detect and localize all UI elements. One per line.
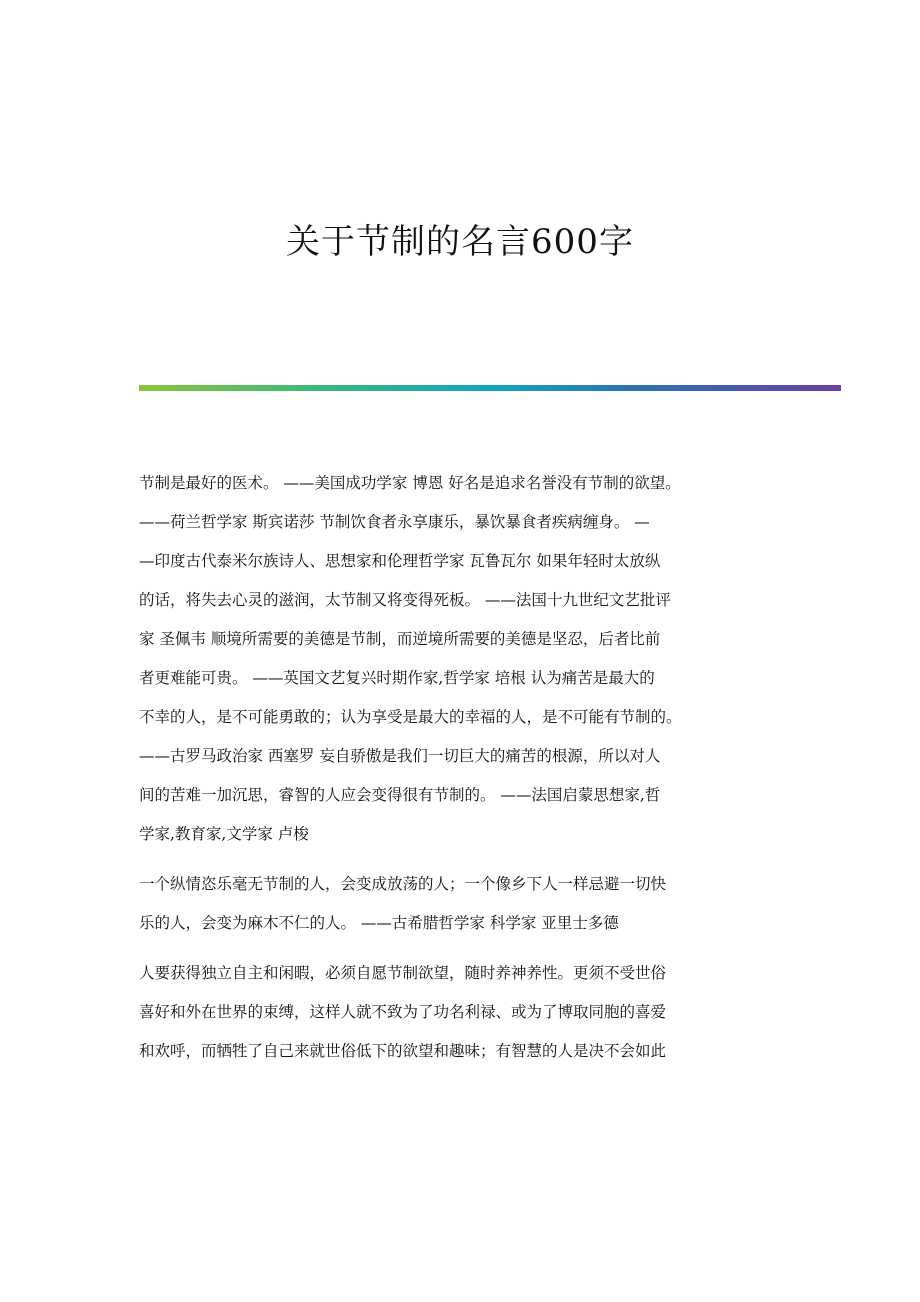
text-line: 学家,教育家,文学家 卢梭 bbox=[139, 825, 309, 843]
text-line: 人要获得独立自主和闲暇，必须自愿节制欲望，随时养神养性。更须不受世俗 bbox=[139, 964, 667, 982]
title-divider bbox=[139, 385, 841, 391]
document-body bbox=[139, 464, 799, 1082]
document-title: 关于节制的名言600字 bbox=[286, 222, 634, 262]
text-line: 和欢呼，而牺牲了自己来就世俗低下的欲望和趣味；有智慧的人是决不会如此 bbox=[139, 1042, 667, 1060]
paragraph-2 bbox=[139, 865, 799, 943]
text-line: 不幸的人，是不可能勇敢的；认为享受是最大的幸福的人，是不可能有节制的。 bbox=[139, 708, 682, 726]
text-line: 一个纵情恣乐毫无节制的人，会变成放荡的人；一个像乡下人一样忌避一切快 bbox=[139, 875, 667, 893]
text-line: —印度古代泰米尔族诗人、思想家和伦理哲学家 瓦鲁瓦尔 如果年轻时太放纵 bbox=[139, 552, 661, 570]
text-line: 乐的人，会变为麻木不仁的人。 ——古希腊哲学家 科学家 亚里士多德 bbox=[139, 914, 619, 932]
text-line: 喜好和外在世界的束缚，这样人就不致为了功名利禄、或为了博取同胞的喜爱 bbox=[139, 1003, 667, 1021]
text-line: 的话，将失去心灵的滋润，太节制又将变得死板。 ——法国十九世纪文艺批评 bbox=[139, 591, 671, 609]
text-line: ——古罗马政治家 西塞罗 妄自骄傲是我们一切巨大的痛苦的根源，所以对人 bbox=[139, 747, 661, 765]
text-line: 者更难能可贵。 ——英国文艺复兴时期作家,哲学家 培根 认为痛苦是最大的 bbox=[139, 669, 655, 687]
text-line: 节制是最好的医术。 ——美国成功学家 博恩 好名是追求名誉没有节制的欲望。 bbox=[139, 474, 681, 492]
text-line: 家 圣佩韦 顺境所需要的美德是节制，而逆境所需要的美德是坚忍，后者比前 bbox=[139, 630, 661, 648]
text-line: 间的苦难一加沉思，睿智的人应会变得很有节制的。 ——法国启蒙思想家,哲 bbox=[139, 786, 661, 804]
text-line: ——荷兰哲学家 斯宾诺莎 节制饮食者永享康乐，暴饮暴食者疾病缠身。 — bbox=[139, 513, 650, 531]
paragraph-1 bbox=[139, 464, 799, 854]
paragraph-3 bbox=[139, 954, 799, 1071]
